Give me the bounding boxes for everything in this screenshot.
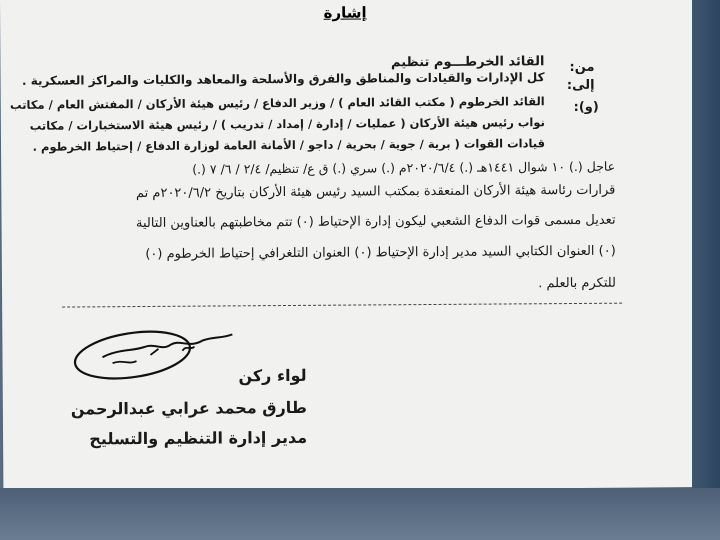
signatory-position: مدير إدارة التنظيم والتسليح bbox=[89, 427, 308, 449]
body-line-1: قرارات رئاسة هيئة الأركان المنعقدة بمكتب السيد رئيس هيئة الأركان بتاريخ ٢٠٢٠/٦/٢م تم bbox=[135, 182, 616, 202]
signatory-name: طارق محمد عرابي عبدالرحمن bbox=[70, 397, 307, 419]
body-line-4: للتكرم بالعلم . bbox=[538, 275, 617, 292]
divider-line bbox=[62, 303, 622, 308]
body-line-2: تعديل مسمى قوات الدفاع الشعبي ليكون إدارة الإحتياط (٠) تتم مخاطبتهم بالعناوين التالية bbox=[135, 212, 616, 232]
from-line: القائد الخرطـــوم تنظيم bbox=[390, 54, 545, 71]
reference-line: عاجل (.) ١٠ شوال ١٤٤١هـ (.) ٢٠٢٠/٦/٤م (.) سري (.) ق ع/ تنظيم/ ٢/٤ / ٦/ ٧ (.) bbox=[192, 158, 616, 177]
cc-line-1: القائد الخرطوم ( مكتب القائد العام ) / وزير الدفاع / رئيس هيئة الأركان / المفتش العام / مكاتب bbox=[9, 94, 545, 112]
cc-label: (و): bbox=[573, 99, 599, 115]
cc-line-3: قيادات القوات ( برية / جوية / بحرية / داجو / الأمانة العامة لوزارة الدفاع / إحتياط الخرطوم . bbox=[32, 136, 546, 154]
body-line-3: (٠) العنوان الكتابي السيد مدير إدارة الإحتياط (٠) العنوان التلغرافي إحتياط الخرطوم (٠) bbox=[145, 243, 616, 262]
background-surface bbox=[0, 488, 720, 540]
cc-line-2: نواب رئيس هيئة الأركان ( عمليات / إدارة / إمداد / تدريب ) / رئيس هيئة الاستخبارات / مكاتب bbox=[29, 115, 545, 133]
to-label: إلى: bbox=[566, 77, 595, 94]
handwritten-signature bbox=[62, 320, 237, 383]
from-label: من: bbox=[569, 59, 595, 76]
to-line: كل الإدارات والقيادات والمناطق والفرق والأسلحة والمعاهد والكليات والمراكز العسكرية . bbox=[21, 70, 545, 88]
document-title: إشارة bbox=[323, 3, 367, 22]
background-edge bbox=[692, 0, 720, 500]
signatory-rank: لواء ركن bbox=[238, 365, 307, 386]
